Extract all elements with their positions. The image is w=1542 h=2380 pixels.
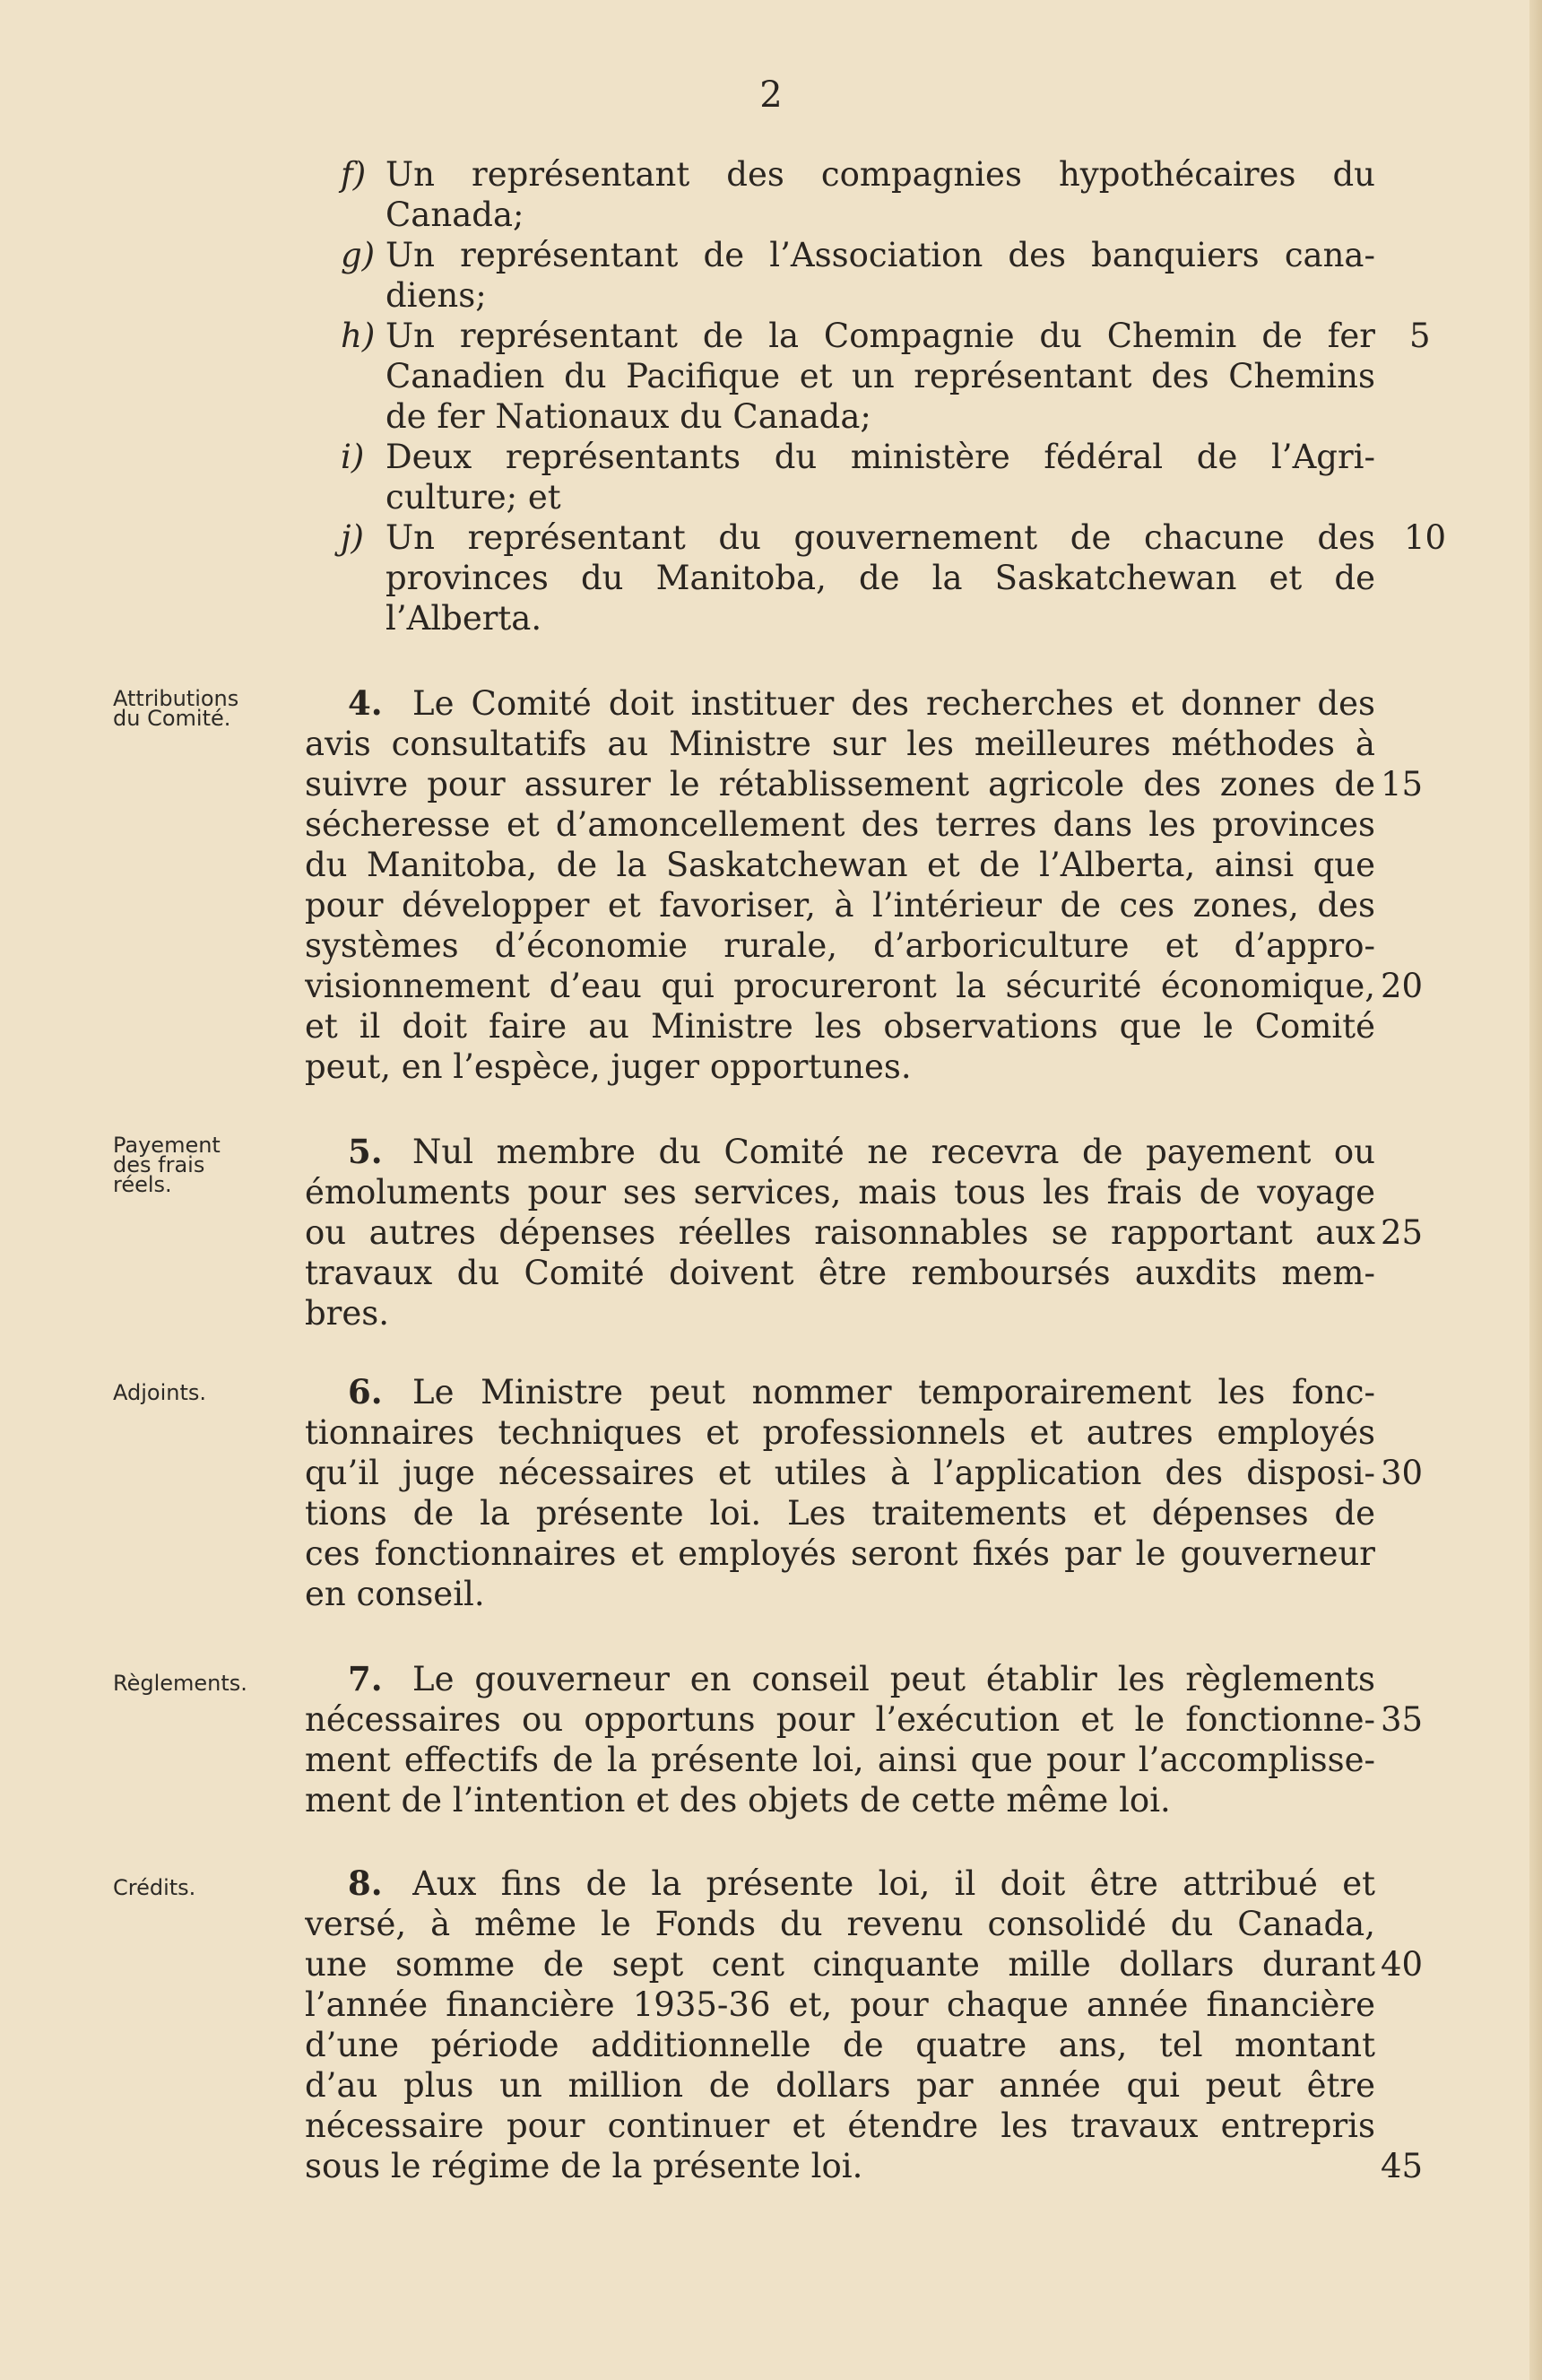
line-text: sous le régime de la présente loi.: [305, 2147, 863, 2185]
line-text: avis consultatifs au Ministre sur les meilleures méthodes à: [305, 725, 1375, 763]
line-text: Un représentant du gouvernement de chacune des: [386, 518, 1375, 557]
line-text: bres.: [305, 1294, 390, 1333]
subitem-j-line-3: [305, 598, 1375, 638]
margin-note-credits: [113, 1875, 292, 1900]
section-line: [305, 1574, 1375, 1614]
line-text: nécessaire pour continuer et étendre les travaux entrepris: [305, 2106, 1375, 2145]
line-text: Aux fins de la présente loi, il doit être attribué et: [412, 1864, 1375, 1903]
subitem-h-line-3: [305, 396, 1375, 437]
line-text: Un représentant de la Compagnie du Chemin de fer: [386, 317, 1375, 355]
section-4: [305, 683, 1424, 1087]
line-number: 5: [1409, 317, 1431, 355]
subitem-letter: f): [341, 155, 367, 194]
line-text: suivre pour assurer le rétablissement agricole des zones de: [305, 765, 1375, 803]
section-line: [305, 764, 1424, 804]
section-line: [305, 804, 1375, 845]
section-number: 4.: [348, 683, 383, 723]
section-line: [305, 1132, 1375, 1172]
line-text: Le Comité doit instituer des recherches et donner des: [412, 684, 1375, 723]
section-line: [305, 966, 1424, 1006]
line-number: 30: [1381, 1454, 1424, 1492]
line-text: peut, en l’espèce, juger opportunes.: [305, 1047, 912, 1086]
margin-note-payement: [113, 1133, 292, 1197]
line-text: d’une période additionnelle de quatre ans, tel montant: [305, 2026, 1375, 2064]
section-line: [305, 1293, 1375, 1333]
section-line: [305, 1985, 1375, 2025]
line-text: d’au plus un million de dollars par année qui peut être: [305, 2066, 1375, 2105]
section-line: [305, 925, 1375, 966]
section-line: [305, 1372, 1375, 1412]
section-line: [305, 1253, 1375, 1293]
subitem-f-line-1: [305, 154, 1375, 195]
margin-note-line: des frais: [113, 1152, 205, 1177]
line-text: sécheresse et d’amoncellement des terres dans les provinces: [305, 805, 1375, 844]
line-text: systèmes d’économie rurale, d’arboriculture et d’appro-: [305, 926, 1375, 965]
line-text: visionnement d’eau qui procureront la sécurité économique,: [305, 967, 1375, 1005]
line-number: 40: [1381, 1945, 1424, 1984]
section-number: 8.: [348, 1863, 383, 1903]
subitem-g-line-1: [305, 235, 1375, 275]
section-line: [305, 1453, 1424, 1493]
margin-note-line: du Comité.: [113, 706, 231, 731]
section-line: [305, 1172, 1375, 1212]
margin-note-line: Attributions: [113, 686, 239, 711]
line-text: une somme de sept cent cinquante mille dollars durant: [305, 1945, 1375, 1984]
line-number: 45: [1381, 2147, 1424, 2185]
line-text: nécessaires ou opportuns pour l’exécution et le fonctionne-: [305, 1700, 1375, 1739]
page-number: 2: [759, 74, 783, 116]
section-5: [305, 1132, 1424, 1333]
section-line: [305, 1863, 1375, 1904]
section-line: [305, 2106, 1375, 2146]
margin-note-line: Adjoints.: [113, 1380, 207, 1405]
line-text: Deux représentants du ministère fédéral de l’Agri-: [386, 438, 1375, 476]
section-line: [305, 724, 1375, 764]
section-line: [305, 1412, 1375, 1453]
margin-note-line: Crédits.: [113, 1875, 196, 1900]
section-line: [305, 1493, 1375, 1533]
subitem-list: [305, 154, 1447, 638]
subitem-j-line-1: [305, 517, 1447, 558]
section-line: [305, 1006, 1375, 1047]
subitem-letter: g): [341, 236, 376, 274]
line-text: provinces du Manitoba, de la Saskatchewan et de: [386, 559, 1375, 597]
line-text: Un représentant des compagnies hypothécaires du: [386, 155, 1375, 194]
section-line: [305, 1904, 1375, 1944]
line-number: 25: [1381, 1213, 1424, 1252]
margin-note-line: réels.: [113, 1172, 172, 1197]
margin-note-line: Règlements.: [113, 1671, 247, 1696]
section-line: [305, 1780, 1375, 1820]
section-number: 7.: [348, 1659, 383, 1698]
line-text: versé, à même le Fonds du revenu consolidé du Canada,: [305, 1905, 1375, 1943]
line-text: ment de l’intention et des objets de cette même loi.: [305, 1781, 1171, 1820]
line-text: qu’il juge nécessaires et utiles à l’application des disposi-: [305, 1454, 1375, 1492]
line-text: ces fonctionnaires et employés seront fixés par le gouverneur: [305, 1534, 1375, 1573]
section-line: [305, 845, 1375, 885]
line-number: 10: [1404, 518, 1447, 557]
section-line: [305, 1699, 1424, 1740]
line-text: l’année financière 1935-36 et, pour chaque année financière: [305, 1985, 1375, 2024]
margin-note-adjoints: [113, 1380, 292, 1405]
section-line: [305, 1944, 1424, 1985]
line-text: Un représentant de l’Association des banquiers cana-: [386, 236, 1375, 274]
line-number: 35: [1381, 1700, 1424, 1739]
section-line: [305, 2025, 1375, 2065]
line-text: Canadien du Pacifique et un représentant des Chemins: [386, 357, 1375, 395]
line-text: Nul membre du Comité ne recevra de payement ou: [412, 1133, 1375, 1171]
line-text: ment effectifs de la présente loi, ainsi que pour l’accomplisse-: [305, 1741, 1375, 1779]
section-number: 6.: [348, 1372, 383, 1411]
line-text: pour développer et favoriser, à l’intérieur de ces zones, des: [305, 886, 1375, 925]
margin-note-attributions: [113, 686, 292, 731]
section-line: [305, 1047, 1375, 1087]
section-line: [305, 1533, 1375, 1574]
line-text: ou autres dépenses réelles raisonnables se rapportant aux: [305, 1213, 1375, 1252]
line-text: tions de la présente loi. Les traitements et dépenses de: [305, 1494, 1375, 1533]
subitem-letter: i): [341, 438, 365, 476]
line-text: tionnaires techniques et professionnels et autres employés: [305, 1413, 1375, 1452]
subitem-g-line-2: [305, 275, 1375, 316]
line-text: Le Ministre peut nommer temporairement les fonc-: [412, 1373, 1375, 1411]
subitem-f-line-2: [305, 195, 1375, 235]
line-text: diens;: [386, 276, 487, 315]
section-line: [305, 1659, 1375, 1699]
margin-note-line: Payement: [113, 1133, 221, 1158]
line-text: culture; et: [386, 478, 561, 517]
line-number: 20: [1381, 967, 1424, 1005]
subitem-i-line-1: [305, 437, 1375, 477]
line-text: Canada;: [386, 195, 524, 234]
margin-note-reglements: [113, 1671, 292, 1696]
section-line: [305, 2065, 1375, 2106]
line-text: et il doit faire au Ministre les observations que le Comité: [305, 1007, 1375, 1046]
line-text: travaux du Comité doivent être remboursés auxdits mem-: [305, 1254, 1375, 1292]
subitem-h-line-2: [305, 356, 1375, 396]
section-8: [305, 1863, 1424, 2186]
section-7: [305, 1659, 1424, 1820]
line-text: du Manitoba, de la Saskatchewan et de l’Alberta, ainsi que: [305, 846, 1375, 884]
subitem-h-line-1: [305, 316, 1431, 356]
section-line: [305, 1740, 1375, 1780]
section-line: [305, 1212, 1424, 1253]
subitem-j-line-2: [305, 558, 1375, 598]
section-number: 5.: [348, 1132, 383, 1171]
line-text: l’Alberta.: [386, 599, 542, 638]
subitem-letter: h): [341, 317, 376, 355]
page-edge-shadow: [1529, 0, 1542, 2380]
line-text: en conseil.: [305, 1575, 485, 1613]
line-text: de fer Nationaux du Canada;: [386, 397, 871, 436]
line-text: Le gouverneur en conseil peut établir les règlements: [412, 1660, 1375, 1698]
section-line: [305, 885, 1375, 925]
subitem-letter: j): [341, 518, 364, 557]
section-6: [305, 1372, 1424, 1614]
line-number: 15: [1381, 765, 1424, 803]
subitem-i-line-2: [305, 477, 1375, 517]
line-text: émoluments pour ses services, mais tous les frais de voyage: [305, 1173, 1375, 1212]
section-line: [305, 2146, 1424, 2186]
section-line: [305, 683, 1375, 724]
